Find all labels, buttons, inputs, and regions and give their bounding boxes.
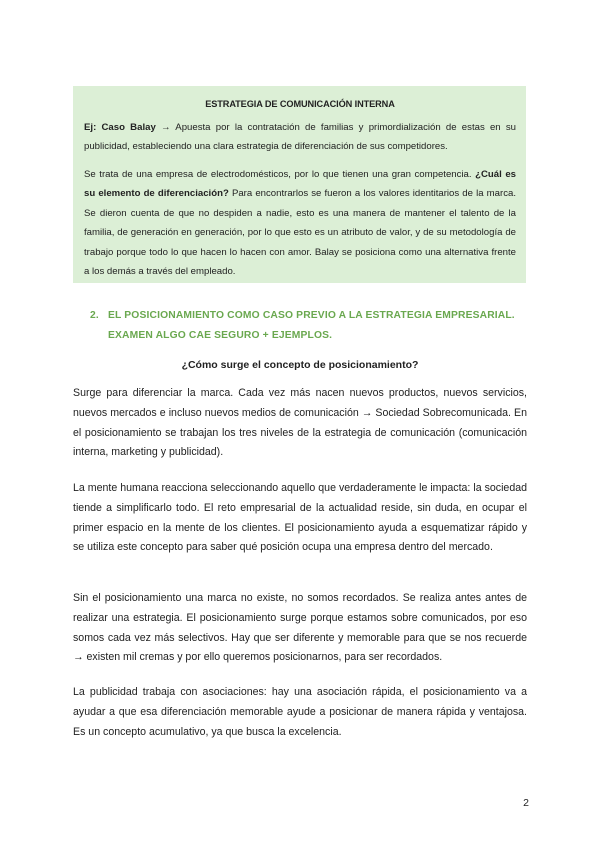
example-text: → Apuesta por la contratación de familias y primordialización de estas en su publicidad, estableciendo una clara estrategia de diferenciación de sus competidores.: [84, 121, 516, 152]
detail-text-post: Para encontrarlos se fueron a los valores identitarios de la marca. Se dieron cuenta de que no despiden a nadie, esto es una manera de mantener el talento de la familia, de generación en generación, por lo que esto es un atributo de valor, y de su metodología de trabajo porque todo lo que hacen lo hacen con amor. Balay se posiciona como una alternativa frente a los demás a través del empleado.: [84, 188, 517, 277]
detail-text-pre: Se trata de una empresa de electrodomésticos, por lo que tienen una gran competencia.: [84, 168, 476, 180]
page-number: 2: [523, 797, 529, 809]
detail-question: ¿Cuál es su elemento de diferenciación?: [84, 168, 516, 199]
section-title-line1: EL POSICIONAMIENTO COMO CASO PREVIO A LA ESTRATEGIA EMPRESARIAL.: [108, 310, 515, 321]
box-title: ESTRATEGIA DE COMUNICACIÓN INTERNA: [205, 99, 395, 109]
body-paragraph: La mente humana reacciona seleccionando aquello que verdaderamente le impacta: la sociedad tiende a simplificarlo todo. El reto empresarial de la actualidad reside, sin duda, en ocupar el primer espacio en la mente de los clientes. El posicionamiento ayuda a esquematizar rápido y se utiliza este concepto para saber qué posición ocupa una empresa dentro del mercado.: [73, 482, 527, 554]
body-paragraph: Surge para diferenciar la marca. Cada vez más nacen nuevos productos, nuevos servicios, nuevos mercados e incluso nuevos medios de comunicación → Sociedad Sobrecomunicada. En el posicionamiento se trabajan los tres niveles de la estrategia de comunicación (comunicación interna, marketing y publicidad).: [73, 387, 527, 459]
body-paragraph: La publicidad trabaja con asociaciones: hay una asociación rápida, el posicionamiento va a ayudar a que esa diferenciación memorable ayude a posicionar de manera rápida y ventajosa. Es un concepto acumulativo, ya que busca la excelencia.: [73, 686, 527, 738]
section-heading: [90, 306, 530, 345]
subsection-question: ¿Cómo surge el concepto de posicionamiento?: [181, 359, 419, 371]
example-label: Ej: Caso Balay: [84, 121, 156, 133]
box-example-paragraph: [84, 118, 516, 157]
section-title-line2: EXAMEN ALGO CAE SEGURO + EJEMPLOS.: [108, 329, 333, 341]
internal-communication-box: [73, 86, 526, 283]
body-paragraph: Sin el posicionamiento una marca no existe, no somos recordados. Se realiza antes antes de realizar una estrategia. El posicionamiento surge porque estamos sobre comunicados, por eso somos cada vez más selectivos. Hay que ser diferente y memorable para que se nos recuerde → existen mil cremas y por ello queremos posicionarnos, para ser recordados.: [73, 592, 527, 664]
box-detail-paragraph: [84, 165, 516, 282]
section-number: 2.: [90, 310, 99, 321]
